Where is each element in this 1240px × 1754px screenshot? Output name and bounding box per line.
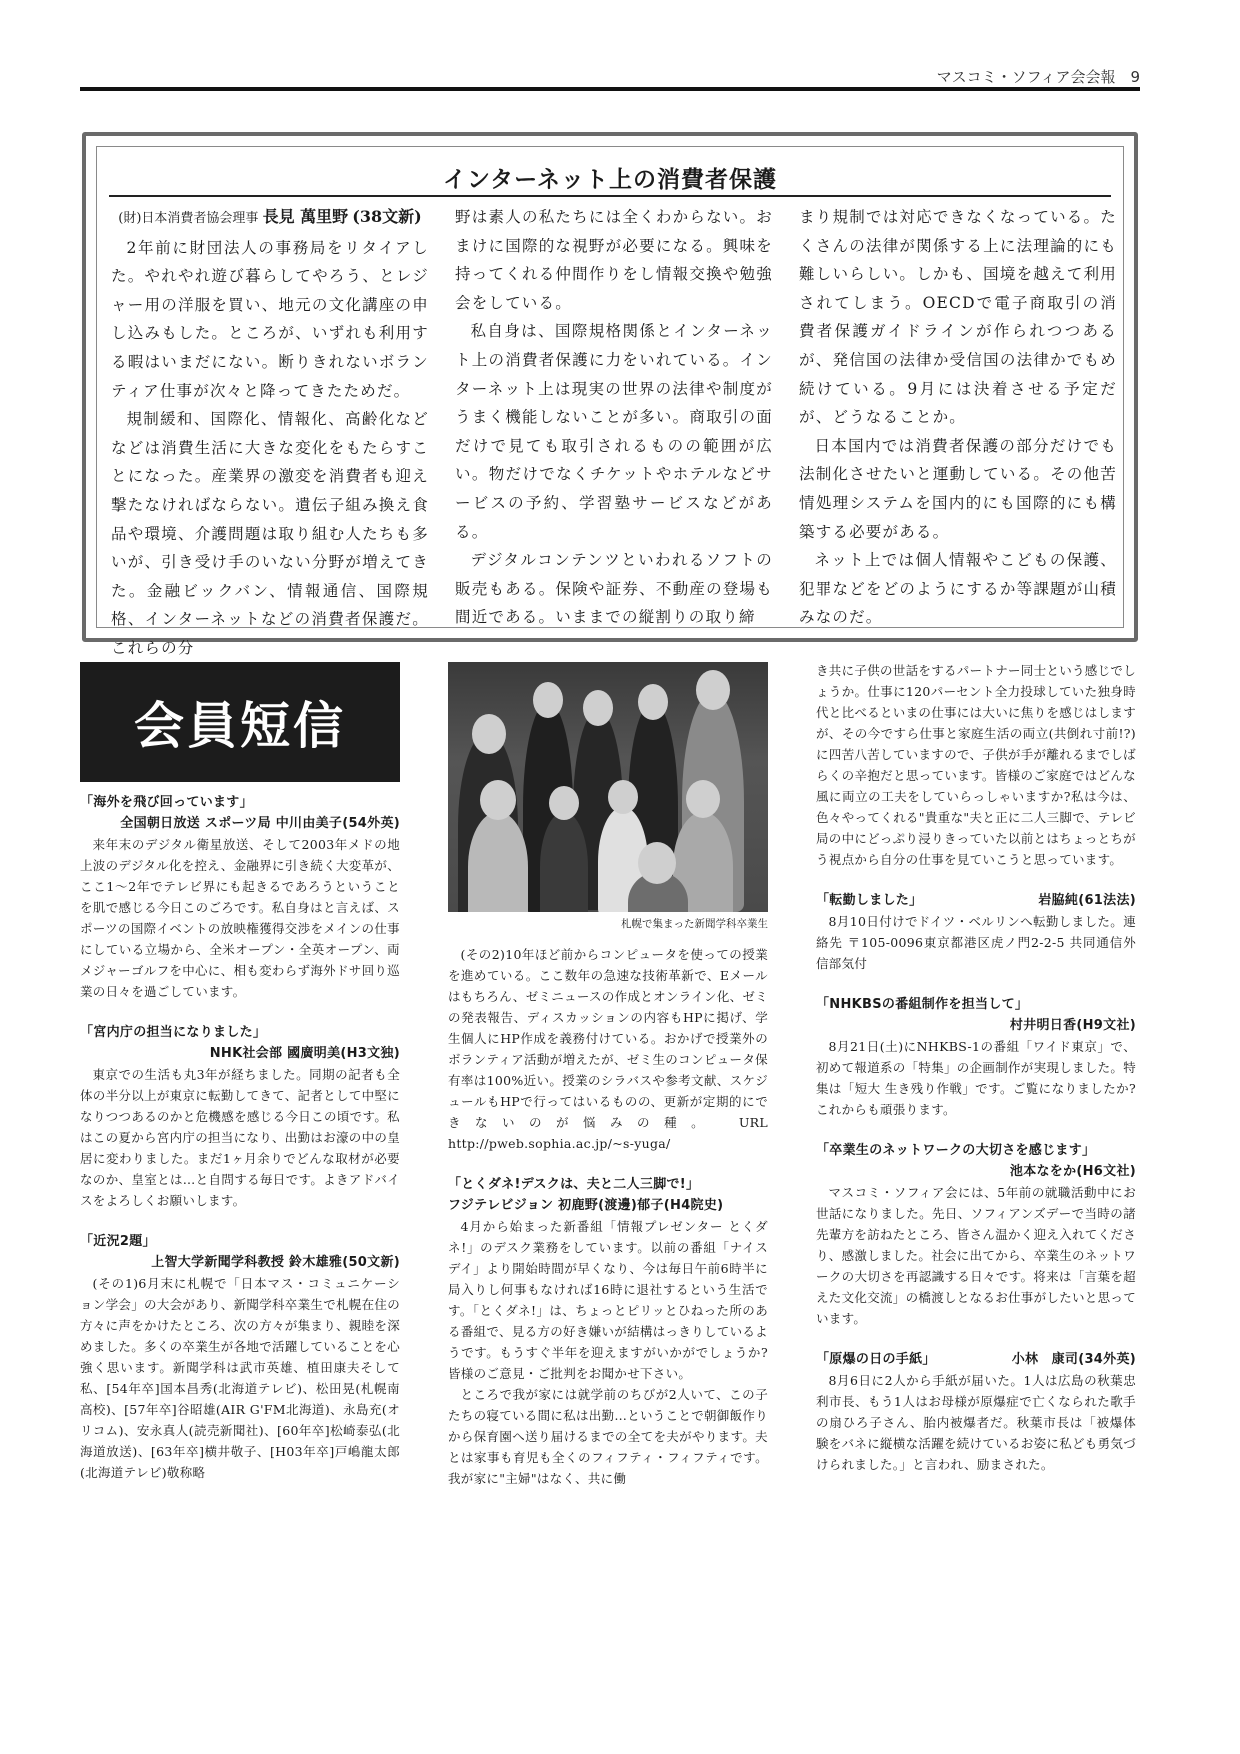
photo-face: [686, 780, 720, 818]
feature-title-rule: [109, 195, 1111, 197]
section-banner: 会員短信: [80, 662, 400, 782]
item-title: 「宮内庁の担当になりました」: [80, 1025, 267, 1040]
item-title: 「転勤しました」: [816, 893, 923, 908]
photo-person: [468, 812, 528, 912]
photo-face: [638, 842, 676, 884]
photo-face: [480, 780, 516, 820]
photo-caption: 札幌で集まった新聞学科卒業生: [621, 918, 768, 930]
photo-face: [549, 786, 579, 820]
item-body: 東京での生活も丸3年が経ちました。同期の記者も全体の半分以上が東京に転勤してきて、記者として中堅になりつつあるのかと危機感を感じる今日この頃です。私はこの夏から宮内庁の担当になり、出勤はお濠の中の皇居に変わりました。まだ1ヶ月余りでどんな取材が必要なのか、皇室とは…と自問する毎日です。よきアドバイスをよろしくお願いします。: [80, 1067, 401, 1208]
item-body: マスコミ・ソフィア会には、5年前の就職活動中にお世話になりました。先日、ソフィアンズデーで当時の諸先輩方を訪ねたところ、皆さん温かく迎え入れてくださり、感激しました。社会に出てから、卒業生のネットワークの大切さを再認識する日々です。将来は「言葉を超えた文化交流」の橋渡しとなるお仕事がしたいと思っています。: [816, 1185, 1137, 1326]
feature-byline: [111, 203, 429, 234]
feature-article-box: [82, 132, 1138, 657]
feature-paragraph: 規制緩和、国際化、情報化、高齢化などなどは消費生活に大きな変化をもたらすことになった。産業界の激変を消費者も迎え撃たなければならない。遺伝子組み換え食品や環境、介護問題は取り組む人たちも多いが、引き受け手のいない分野が増えてきた。金融ビックバン、情報通信、国際規格、インターネットなどの消費者保護だ。これらの分: [111, 410, 429, 657]
news-item: [816, 1349, 1136, 1475]
item-title-row: [816, 1349, 1136, 1370]
item-title: 「原爆の日の手紙」: [816, 1352, 936, 1367]
column-right: [816, 660, 1136, 1495]
news-item: [80, 792, 400, 1002]
item-byline: 岩脇純(61法法): [1038, 893, 1136, 908]
item-body: き共に子供の世話をするパートナー同士という感じでしょうか。仕事に120パーセント全力投球していた独身時代と比べるといまの仕事には大いに焦りを感じはしますが、その今ですら仕事と家庭生活の両立(共倒れ寸前!?)に四苦八苦していますので、子供が手が離れるまでしばらくの辛抱だと思っています。皆様のご家庭ではどんな風に両立の工夫をしていらっしゃいますか?私は今は、色々やってくれる"貴重な"夫と正に二人三脚で、テレビ局の中にどっぷり浸りきっていた以前とはちょっとちがう視点から自分の仕事を見ていこうと思っています。: [816, 663, 1137, 867]
feature-column-3: [799, 203, 1117, 632]
item-body: 4月から始まった新番組「情報プレゼンター とくダネ!」のデスク業務をしています。以前の番組「ナイスデイ」より開始時間が早くなり、今は毎日午前6時半に局入りし何事もなければ16時に退社するという生活です。「とくダネ!」は、ちょっとピリッとひねった所のある番組で、見る方の好き嫌いが結構はっきりしているようです。もうすぐ半年を迎えますがいかがでしょうか?皆様のご意見・ご批判をお聞かせ下さい。: [448, 1219, 768, 1381]
feature-paragraph: 日本国内では消費者保護の部分だけでも法制化させたいと運動している。その他苦情処理システムを国内的にも国際的にも構築する必要がある。: [799, 436, 1117, 541]
item-title: 「とくダネ!デスクは、夫と二人三脚で!」: [448, 1177, 700, 1192]
photo-person: [540, 812, 588, 912]
photo-face: [638, 684, 668, 720]
feature-byline-suffix: (38文新): [352, 207, 422, 226]
feature-byline-prefix: (財)日本消費者協会理事: [118, 211, 259, 226]
feature-paragraph: 私自身は、国際規格関係とインターネット上の消費者保護に力をいれている。インターネット上は現実の世界の法律や制度がうまく機能しないことが多い。商取引の面だけで見ても取引されるものの範囲が広い。物だけでなくチケットやホテルなどサービスの予約、学習塾サービスなどがある。: [455, 322, 773, 541]
item-title: 「NHKBSの番組制作を担当して」: [816, 997, 1029, 1012]
feature-paragraph: まり規制では対応できなくなっている。たくさんの法律が関係する上に法理論的にも難しいらしい。しかも、国境を越えて利用されてしまう。OECDで電子商取引の消費者保護ガイドラインが作られつつあるが、発信国の法律か受信国の法律かでもめ続けている。9月には決着させる予定だが、どうなることか。: [799, 208, 1117, 427]
feature-column-2: [455, 203, 773, 632]
item-byline: 上智大学新聞学科教授 鈴木雄雅(50文新): [151, 1255, 400, 1270]
item-title-row: [816, 890, 1136, 911]
item-byline: NHK社会部 國廣明美(H3文独): [209, 1046, 400, 1061]
news-item: [816, 994, 1136, 1120]
photo-face: [533, 682, 563, 718]
news-item: [80, 1231, 400, 1483]
column-left: [80, 792, 400, 1503]
group-photo: [448, 662, 768, 912]
item-byline: 小林 康司(34外英): [1011, 1352, 1136, 1367]
feature-paragraph: 野は素人の私たちには全くわからない。おまけに国際的な視野が必要になる。興味を持ってくれる仲間作りをし情報交換や勉強会をしている。: [455, 208, 773, 312]
item-byline: 全国朝日放送 スポーツ局 中川由美子(54外英): [120, 816, 400, 831]
feature-paragraph: 2年前に財団法人の事務局をリタイアした。やれやれ遊び暮らしてやろう、とレジャー用の洋服を買い、地元の文化講座の申し込みもした。ところが、いずれも利用する暇はいまだにない。断りきれないボランティア仕事が次々と降ってきたためだ。: [111, 238, 429, 400]
feature-paragraph: デジタルコンテンツといわれるソフトの販売もある。保険や証券、不動産の登場も間近である。いままでの縦割りの取り締: [455, 551, 773, 627]
feature-paragraph: ネット上では個人情報やこどもの保護、犯罪などをどのようにするか等課題が山積みなのだ。: [799, 551, 1117, 627]
item-body: 8月21日(土)にNHKBS-1の番組「ワイド東京」で、初めて報道系の「特集」の企画制作が実現しました。特集は「短大 生き残り作戦」です。ご覧になりましたか?これからも頑張ります。: [816, 1039, 1137, 1117]
item-byline: フジテレビジョン 初鹿野(渡邊)郁子(H4院史): [448, 1198, 724, 1213]
photo-face: [696, 670, 730, 710]
news-item: [816, 890, 1136, 974]
feature-byline-name: 長見 萬里野: [262, 207, 349, 226]
photo-face: [608, 780, 638, 814]
photo-face: [583, 690, 613, 726]
column-middle: [448, 944, 768, 1509]
item-title: 「海外を飛び回っています」: [80, 795, 253, 810]
feature-title: インターネット上の消費者保護: [443, 166, 777, 193]
item-title: 「近況2題」: [80, 1234, 156, 1249]
feature-column-1: [111, 203, 429, 663]
item-body: 来年末のデジタル衛星放送、そして2003年メドの地上波のデジタル化を控え、金融界に引き続く大変革が、ここ1〜2年でテレビ界にも起きるであろうということを肌で感じる今日このごろです。私自身はと言えば、スポーツの国際イベントの放映権獲得交渉をメインの仕事にしている立場から、全米オープン・全英オープン、両メジャーゴルフを中心に、相も変わらず海外ドサ回り巡業の日々を過ごしています。: [80, 837, 401, 999]
photo-face: [472, 714, 506, 754]
page-header: マスコミ・ソフィア会会報 9: [936, 68, 1140, 86]
feature-article-inner: [96, 146, 1124, 657]
item-byline: 村井明日香(H9文社): [1009, 1018, 1136, 1033]
item-body: (その2)10年ほど前からコンピュータを使っての授業を進めている。ここ数年の急速な技術革新で、Eメールはもちろん、ゼミニュースの作成とオンライン化、ゼミの発表報告、ディスカッションの内容もHPに掲げ、学生個人にHP作成を義務付けている。おかげで授業外のボランティア活動が増えたが、ゼミ生のコンピュータ保有率は100%近い。授業のシラバスや参考文献、スケジュールもHPで行ってはいるものの、更新が定期的にできないのが悩みの種。 URL http://pweb.sophia.ac.jp/~s-yuga/: [448, 947, 768, 1151]
item-body: 8月10日付けでドイツ・ベルリンへ転勤しました。連絡先 〒105-0096東京都港区虎ノ門2-2-5 共同通信外信部気付: [816, 914, 1136, 971]
item-byline: 池本なをか(H6文社): [1009, 1164, 1136, 1179]
item-title: 「卒業生のネットワークの大切さを感じます」: [816, 1143, 1096, 1158]
news-item-continued: [816, 660, 1136, 870]
item-body: ところで我が家には就学前のちびが2人いて、この子たちの寝ている間に私は出勤…ということで朝御飯作りから保育園へ送り届けるまでの全てを夫がやります。夫とは家事も育児も全くのフィフティ・フィフティです。我が家に"主婦"はなく、共に働: [448, 1387, 769, 1486]
header-rule: [80, 87, 1140, 91]
news-item: [448, 1174, 768, 1489]
item-body: 8月6日に2人から手紙が届いた。1人は広島の秋葉忠利市長、もう1人はお母様が原爆症で亡くなられた歌手の扇ひろ子さん、胎内被爆者だ。秋葉市長は「被爆体験をバネに縦横な活躍を続けているお姿に私ども勇気づけられました。」と言われ、励まされた。: [816, 1373, 1137, 1472]
news-item-continued: [448, 944, 768, 1154]
news-item: [80, 1022, 400, 1211]
news-item: [816, 1140, 1136, 1329]
item-body: (その1)6月末に札幌で「日本マス・コミュニケーション学会」の大会があり、新聞学科卒業生で札幌在住の方々に声をかけたところ、次の方々が集まり、親睦を深めました。多くの卒業生が各地で活躍していることを心強く思います。新聞学科は武市英雄、植田康夫そして私、[54年卒]国本昌秀(北海道テレビ)、松田晃(札幌南高校)、[57年卒]谷昭雄(AIR G'FM北海道)、永島充(オリコム)、安永真人(読売新聞社)、[60年卒]松崎泰弘(北海道放送)、[63年卒]横井敬子、[H03年卒]戸嶋龍太郎(北海道テレビ)敬称略: [80, 1276, 401, 1480]
